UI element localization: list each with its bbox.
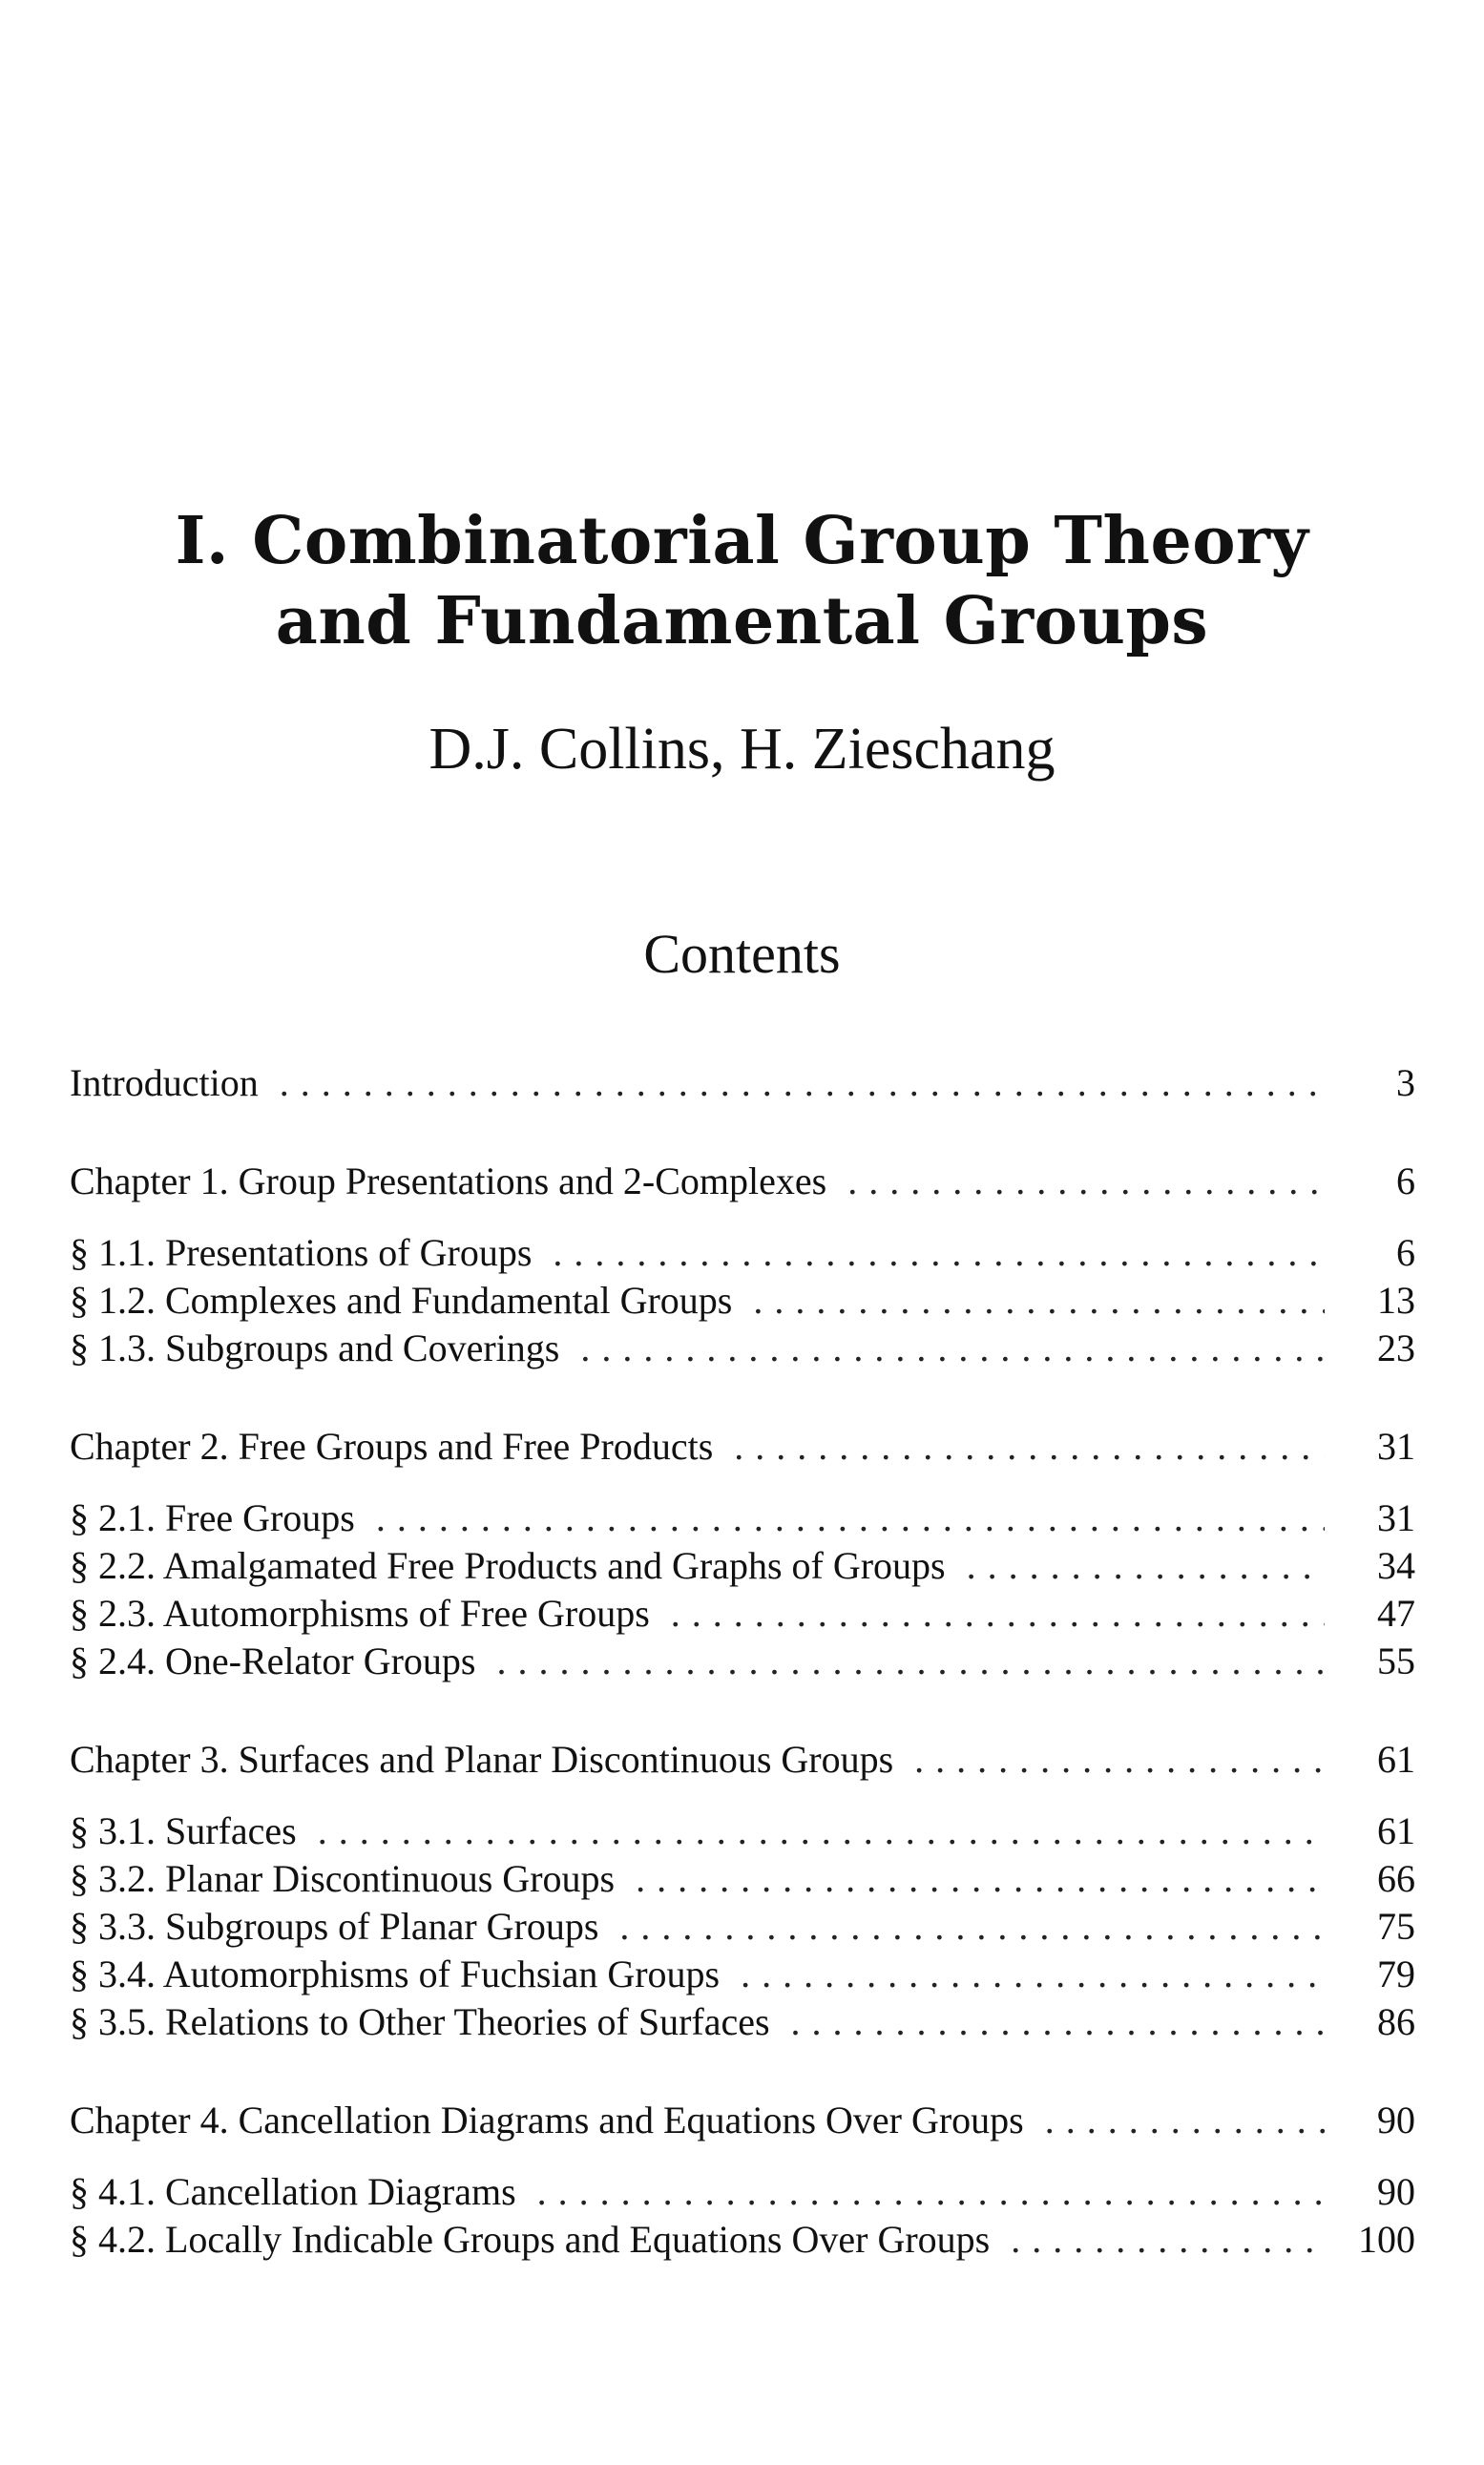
dot-leader	[741, 1951, 1325, 1998]
dot-leader	[636, 1855, 1325, 1903]
toc-entry-label: § 1.1. Presentations of Groups	[70, 1231, 533, 1274]
toc-entry-page: 47	[1377, 1592, 1415, 1635]
toc-section-2-3[interactable]	[70, 1590, 1415, 1638]
toc-entry-page: 6	[1396, 1231, 1415, 1274]
toc-entry-page: 66	[1377, 1857, 1415, 1900]
dot-leader	[914, 1736, 1325, 1784]
dot-leader	[671, 1590, 1325, 1638]
toc-section-1-1[interactable]	[70, 1229, 1415, 1277]
toc-entry-page: 75	[1377, 1905, 1415, 1948]
toc-entry-page: 23	[1377, 1327, 1415, 1369]
dot-leader	[1011, 2216, 1325, 2264]
toc-entry-page: 86	[1377, 2000, 1415, 2043]
toc-entry-page: 13	[1377, 1279, 1415, 1322]
toc-chapter-3[interactable]	[70, 1736, 1415, 1784]
toc-section-1-2[interactable]	[70, 1277, 1415, 1325]
toc-section-2-2[interactable]	[70, 1542, 1415, 1590]
dot-leader	[847, 1158, 1325, 1205]
dot-leader	[580, 1325, 1325, 1372]
toc-entry-introduction[interactable]	[70, 1059, 1415, 1107]
toc-entry-label: § 2.3. Automorphisms of Free Groups	[70, 1592, 650, 1635]
toc-section-3-2[interactable]	[70, 1855, 1415, 1903]
toc-entry-label: § 1.2. Complexes and Fundamental Groups	[70, 1279, 733, 1322]
toc-entry-label: Chapter 3. Surfaces and Planar Discontinuous Groups	[70, 1738, 894, 1781]
toc-entry-page: 31	[1377, 1496, 1415, 1539]
toc-entry-page: 31	[1377, 1425, 1415, 1468]
title-line-1: I. Combinatorial Group Theory	[175, 503, 1309, 579]
dot-leader	[753, 1277, 1325, 1325]
toc-entry-label: § 2.4. One-Relator Groups	[70, 1640, 476, 1682]
authors: D.J. Collins, H. Zieschang	[428, 717, 1056, 782]
toc-entry-label: § 3.3. Subgroups of Planar Groups	[70, 1905, 599, 1948]
dot-leader	[280, 1059, 1325, 1107]
chapter-title	[0, 501, 1484, 661]
contents-heading: Contents	[643, 923, 841, 985]
toc-section-4-1[interactable]	[70, 2168, 1415, 2216]
dot-leader	[553, 1229, 1325, 1277]
toc-section-3-1[interactable]	[70, 1807, 1415, 1855]
table-of-contents	[70, 1059, 1415, 2264]
toc-entry-page: 79	[1377, 1953, 1415, 1995]
toc-entry-page: 55	[1377, 1640, 1415, 1682]
dot-leader	[1045, 2097, 1325, 2144]
toc-entry-page: 61	[1377, 1809, 1415, 1852]
dot-leader	[496, 1638, 1325, 1685]
toc-entry-label: Chapter 1. Group Presentations and 2-Complexes	[70, 1159, 827, 1202]
toc-entry-label: § 3.1. Surfaces	[70, 1809, 297, 1852]
toc-entry-page: 3	[1396, 1061, 1415, 1104]
dot-leader	[734, 1423, 1325, 1471]
toc-entry-label: Chapter 2. Free Groups and Free Products	[70, 1425, 714, 1468]
toc-chapter-1[interactable]	[70, 1158, 1415, 1205]
toc-entry-label: § 2.1. Free Groups	[70, 1496, 355, 1539]
dot-leader	[619, 1903, 1325, 1951]
toc-entry-label: § 3.4. Automorphisms of Fuchsian Groups	[70, 1953, 721, 1995]
toc-entry-label: § 4.1. Cancellation Diagrams	[70, 2170, 516, 2213]
toc-entry-label: § 1.3. Subgroups and Coverings	[70, 1327, 560, 1369]
toc-chapter-4[interactable]	[70, 2097, 1415, 2144]
toc-section-2-1[interactable]	[70, 1494, 1415, 1542]
toc-entry-label: § 4.2. Locally Indicable Groups and Equations Over Groups	[70, 2218, 991, 2261]
toc-entry-label: Chapter 4. Cancellation Diagrams and Equations Over Groups	[70, 2099, 1024, 2141]
toc-entry-label: § 2.2. Amalgamated Free Products and Graphs of Groups	[70, 1544, 946, 1587]
dot-leader	[791, 1998, 1325, 2046]
toc-section-2-4[interactable]	[70, 1638, 1415, 1685]
toc-section-3-3[interactable]	[70, 1903, 1415, 1951]
toc-entry-page: 100	[1358, 2218, 1415, 2261]
dot-leader	[537, 2168, 1325, 2216]
toc-entry-page: 6	[1396, 1159, 1415, 1202]
toc-entry-page: 61	[1377, 1738, 1415, 1781]
toc-section-3-5[interactable]	[70, 1998, 1415, 2046]
toc-section-1-3[interactable]	[70, 1325, 1415, 1372]
toc-chapter-2[interactable]	[70, 1423, 1415, 1471]
toc-section-4-2[interactable]	[70, 2216, 1415, 2264]
toc-entry-label: § 3.5. Relations to Other Theories of Surfaces	[70, 2000, 770, 2043]
dot-leader	[318, 1807, 1325, 1855]
dot-leader	[967, 1542, 1325, 1590]
toc-entry-page: 90	[1377, 2099, 1415, 2141]
title-line-2: and Fundamental Groups	[275, 583, 1209, 659]
toc-entry-page: 90	[1377, 2170, 1415, 2213]
toc-entry-label: § 3.2. Planar Discontinuous Groups	[70, 1857, 616, 1900]
dot-leader	[376, 1494, 1325, 1542]
toc-section-3-4[interactable]	[70, 1951, 1415, 1998]
toc-entry-page: 34	[1377, 1544, 1415, 1587]
toc-entry-label: Introduction	[70, 1061, 259, 1104]
